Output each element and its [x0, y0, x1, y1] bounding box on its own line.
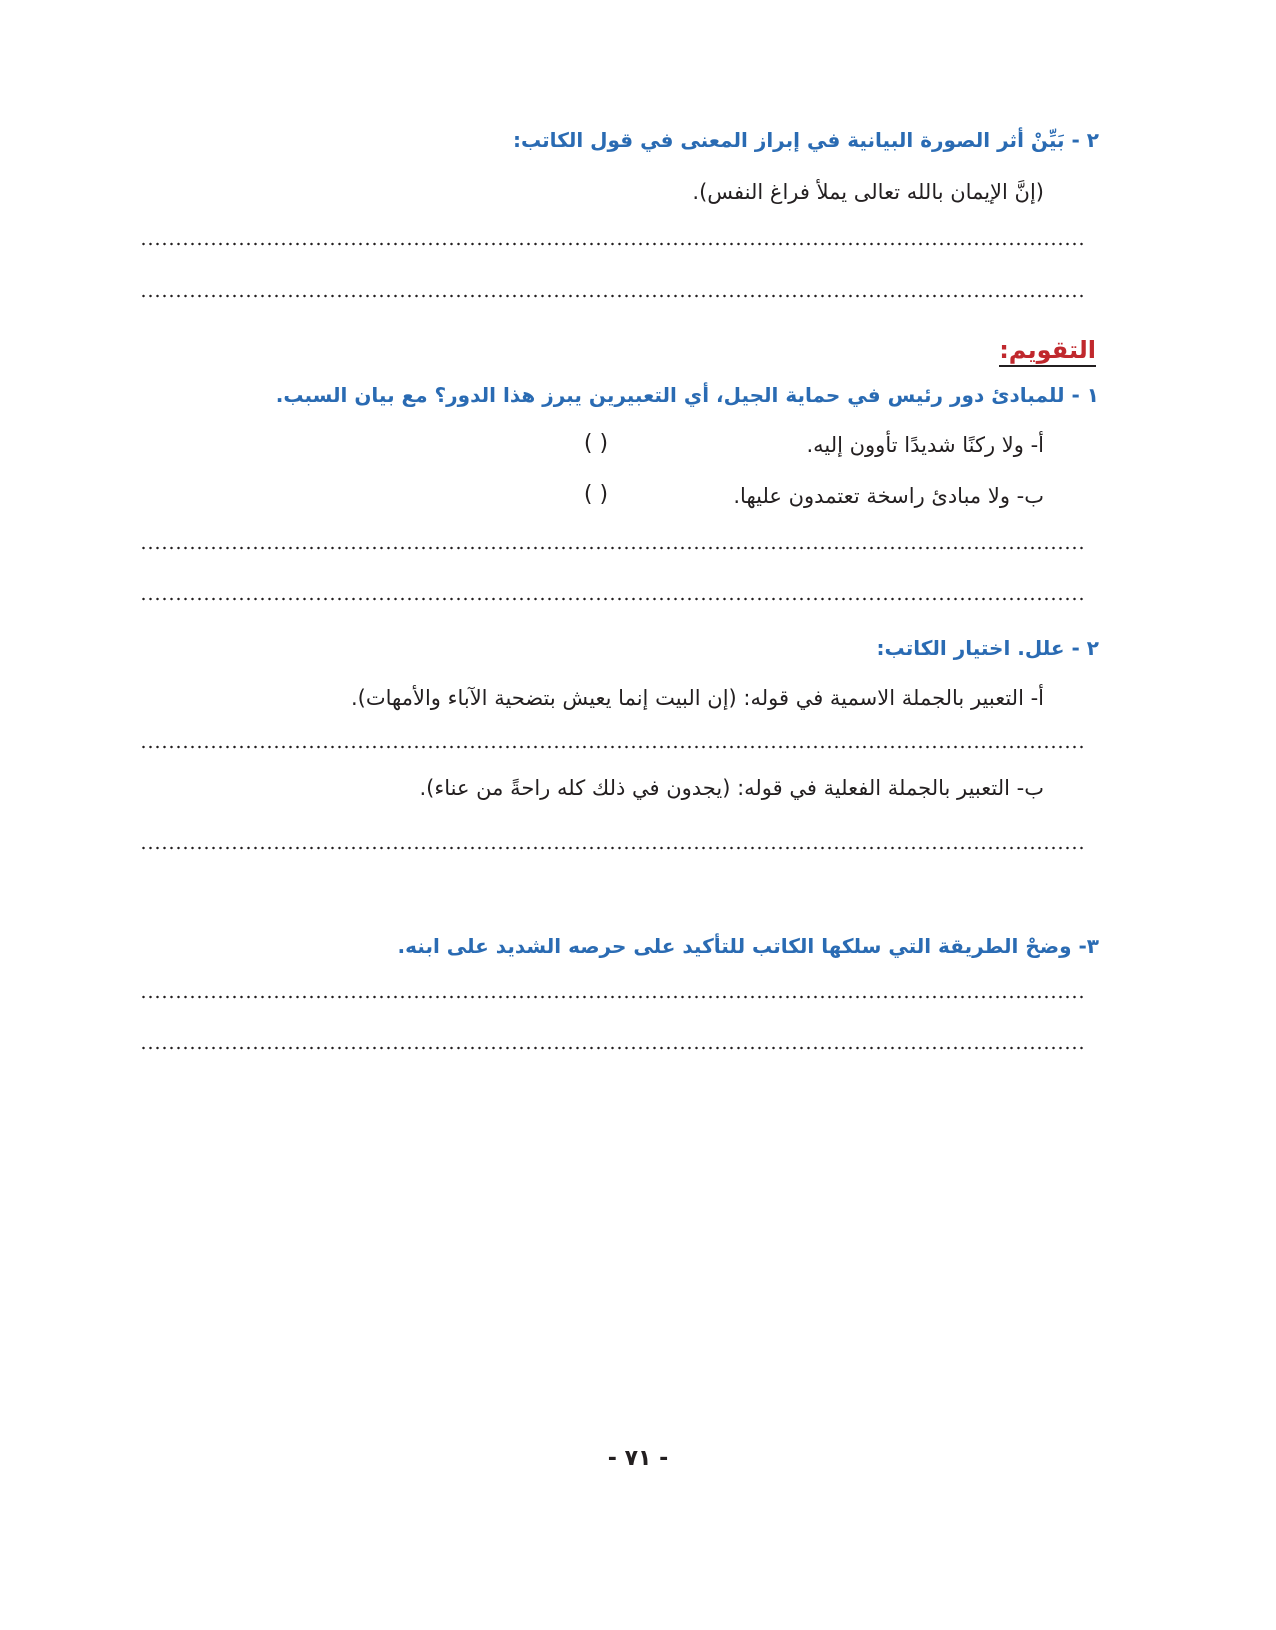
- answer-line[interactable]: [140, 597, 1087, 601]
- option-a-answer-box[interactable]: ( ): [583, 431, 609, 456]
- question-2-quote: (إنَّ الإيمان بالله تعالى يملأ فراغ النفس).: [692, 180, 1044, 204]
- question-2-prompt: ٢ - بَيِّنْ أثر الصورة البيانية في إبراز المعنى في قول الكاتب:: [513, 128, 1099, 152]
- evaluation-question-1-prompt: ١ - للمبادئ دور رئيس في حماية الجيل، أي التعبيرين يبرز هذا الدور؟ مع بيان السبب.: [275, 383, 1099, 407]
- answer-line[interactable]: [140, 294, 1087, 298]
- answer-line[interactable]: [140, 1046, 1087, 1050]
- answer-line[interactable]: [140, 242, 1087, 246]
- evaluation-question-2-prompt: ٢ - علل. اختيار الكاتب:: [876, 636, 1099, 660]
- answer-line[interactable]: [140, 745, 1087, 749]
- evaluation-heading: التقويم:: [999, 336, 1096, 367]
- option-b-answer-box[interactable]: ( ): [583, 482, 609, 507]
- page-number: - ٧١ -: [607, 1446, 669, 1471]
- answer-line[interactable]: [140, 995, 1087, 999]
- option-a: أ- ولا ركنًا شديدًا تأوون إليه.: [806, 433, 1044, 457]
- option-b: ب- ولا مبادئ راسخة تعتمدون عليها.: [733, 484, 1044, 508]
- answer-line[interactable]: [140, 846, 1087, 850]
- item-a: أ- التعبير بالجملة الاسمية في قوله: (إن البيت إنما يعيش بتضحية الآباء والأمهات).: [351, 686, 1044, 710]
- item-b: ب- التعبير بالجملة الفعلية في قوله: (يجدون في ذلك كله راحةً من عناء).: [419, 776, 1044, 800]
- answer-line[interactable]: [140, 546, 1087, 550]
- evaluation-question-3-prompt: ٣- وضحْ الطريقة التي سلكها الكاتب للتأكيد على حرصه الشديد على ابنه.: [397, 934, 1099, 958]
